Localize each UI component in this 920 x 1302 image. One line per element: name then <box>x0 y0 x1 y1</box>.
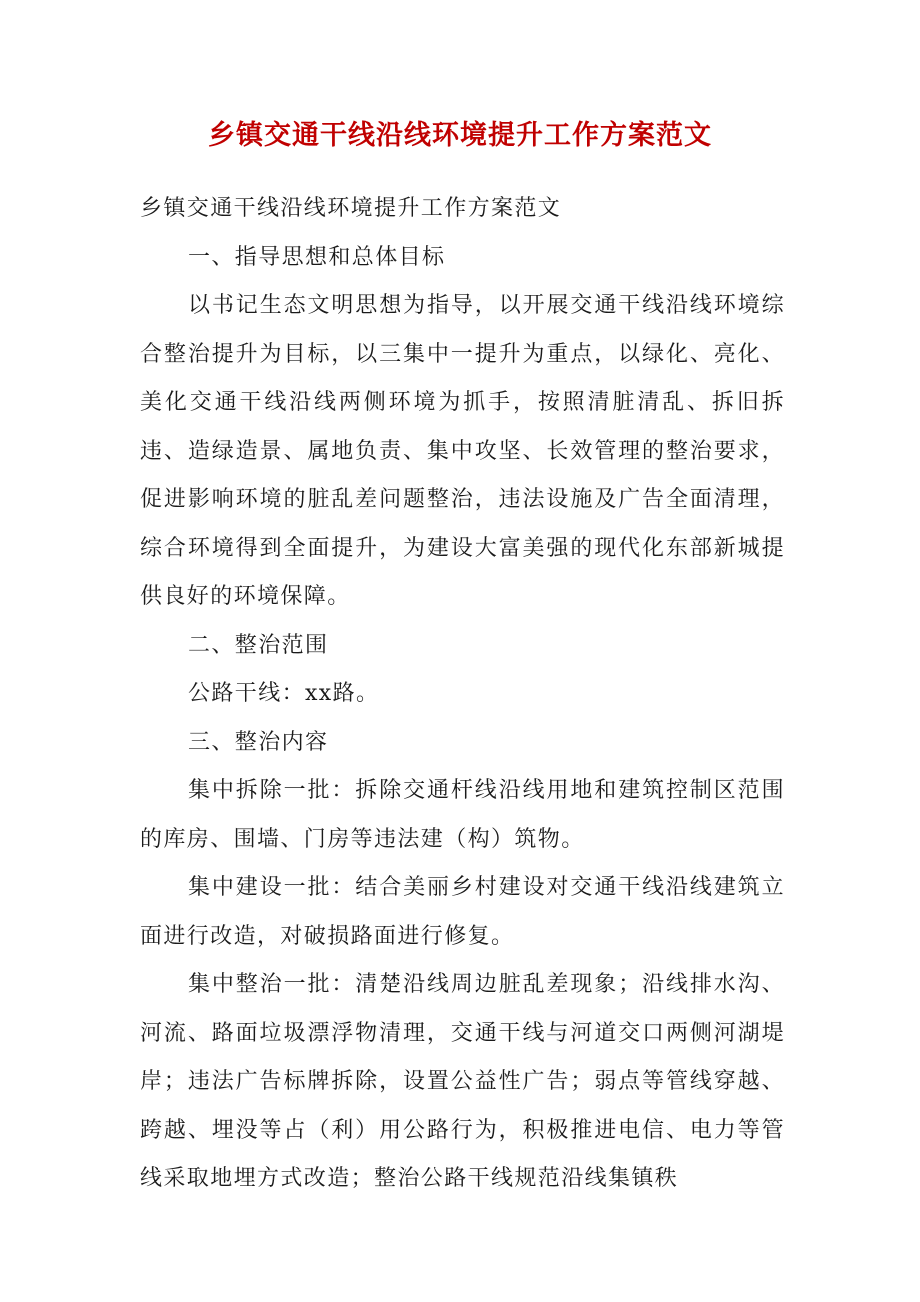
section-heading-2: 二、整治范围 <box>188 632 329 658</box>
body-paragraph: 以书记生态文明思想为指导，以开展交通干线沿线环境综合整治提升为目标，以三集中一提升为重点，以绿化、亮化、美化交通干线沿线两侧环境为抓手，按照清脏清乱、拆旧拆违、造绿造景、属地负责、集中攻坚、长效管理的整治要求，促进影响环境的脏乱差问题整治，违法设施及广告全面清理，综合环境得到全面提升，为建设大富美强的现代化东部新城提供良好的环境保障。 <box>140 293 785 609</box>
subtitle-paragraph: 乡镇交通干线沿线环境提升工作方案范文 <box>140 196 562 221</box>
section-heading-1: 一、指导思想和总体目标 <box>188 244 446 270</box>
body-paragraph: 公路干线：xx路。 <box>188 681 380 706</box>
document-title: 乡镇交通干线沿线环境提升工作方案范文 <box>208 120 712 151</box>
body-paragraph: 集中拆除一批：拆除交通杆线沿线用地和建筑控制区范围的库房、围墙、门房等违法建（构）筑物。 <box>140 778 785 852</box>
document-body <box>140 185 785 1204</box>
body-paragraph: 集中整治一批：清楚沿线周边脏乱差现象；沿线排水沟、河流、路面垃圾漂浮物清理，交通干线与河道交口两侧河湖堤岸；违法广告标牌拆除，设置公益性广告；弱点等管线穿越、跨越、埋没等占（利）用公路行为，积极推进电信、电力等管线采取地埋方式改造；整治公路干线规范沿线集镇秩 <box>140 972 785 1191</box>
section-heading-3: 三、整治内容 <box>188 729 329 755</box>
body-paragraph: 集中建设一批：结合美丽乡村建设对交通干线沿线建筑立面进行改造，对破损路面进行修复。 <box>140 875 785 949</box>
